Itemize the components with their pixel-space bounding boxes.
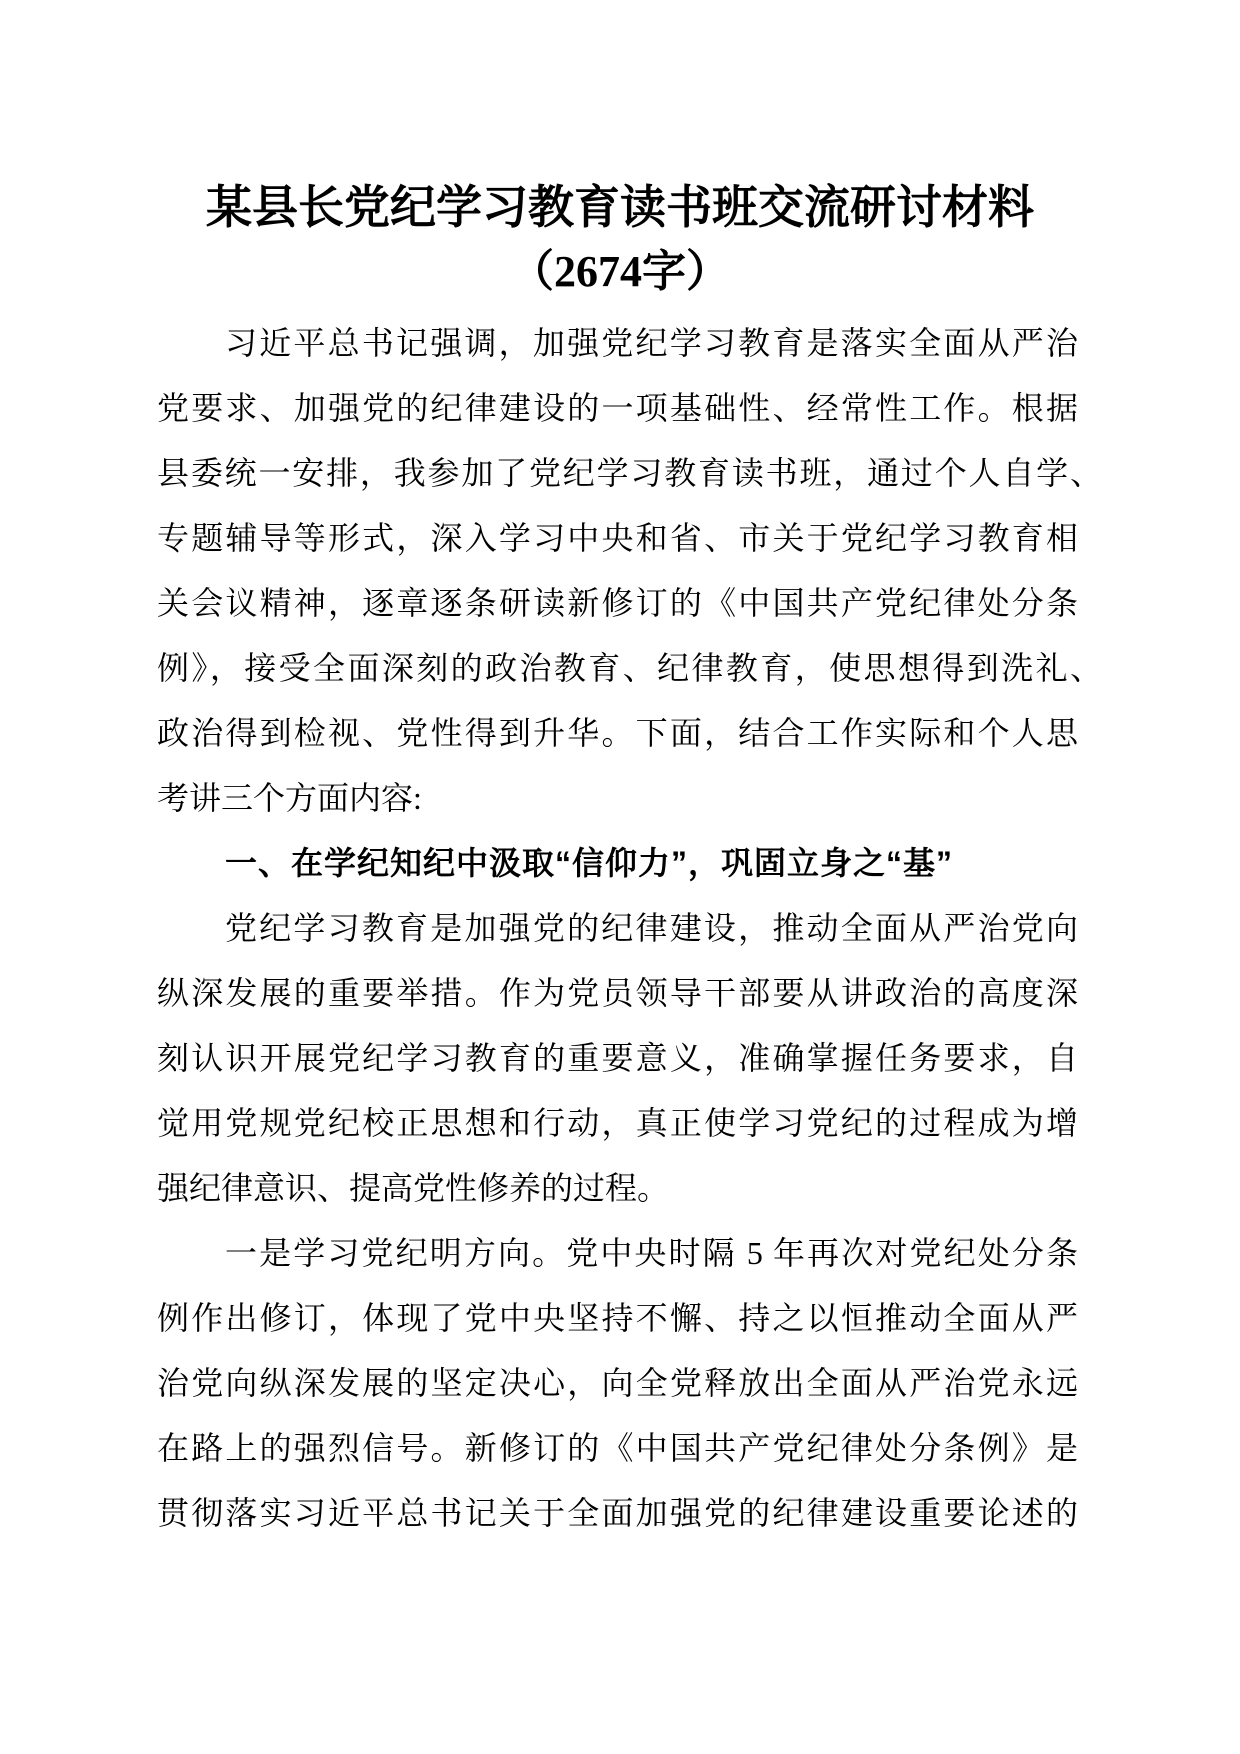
document-word-count: （2674字） — [510, 247, 730, 296]
text-line: 强纪律意识、提高党性修养的过程。 — [157, 1170, 670, 1206]
text-line: 刻认识开展党纪学习教育的重要意义，准确掌握任务要求，自 — [157, 1040, 1078, 1076]
text-line: 纵深发展的重要举措。作为党员领导干部要从讲政治的高度深 — [157, 975, 1078, 1011]
text-line: 在路上的强烈信号。新修订的《中国共产党纪律处分条例》是 — [157, 1430, 1078, 1466]
document-body — [157, 311, 1102, 1546]
text-line: 治党向纵深发展的坚定决心，向全党释放出全面从严治党永远 — [157, 1365, 1078, 1401]
text-line: 一是学习党纪明方向。党中央时隔 5 年再次对党纪处分条 — [225, 1235, 1078, 1271]
text-line: 政治得到检视、党性得到升华。下面，结合工作实际和个人思 — [157, 715, 1078, 751]
paragraph-intro — [157, 311, 1102, 831]
text-line: 贯彻落实习近平总书记关于全面加强党的纪律建设重要论述的 — [157, 1495, 1078, 1531]
text-line: 例作出修订，体现了党中央坚持不懈、持之以恒推动全面从严 — [157, 1300, 1078, 1336]
document-title: 某县长党纪学习教育读书班交流研讨材料 — [206, 182, 1034, 233]
text-line: 党要求、加强党的纪律建设的一项基础性、经常性工作。根据 — [157, 390, 1078, 426]
paragraph-section-intro — [157, 896, 1078, 1221]
text-line: 党纪学习教育是加强党的纪律建设，推动全面从严治党向 — [225, 910, 1078, 946]
text-line: 考讲三个方面内容: — [157, 780, 422, 816]
text-line: 县委统一安排，我参加了党纪学习教育读书班，通过个人自学、 — [157, 455, 1102, 491]
text-line: 专题辅导等形式，深入学习中央和省、市关于党纪学习教育相 — [157, 520, 1078, 556]
section-heading: 一、在学纪知纪中汲取“信仰力”，巩固立身之“基” — [225, 845, 954, 881]
text-line: 觉用党规党纪校正思想和行动，真正使学习党纪的过程成为增 — [157, 1105, 1078, 1141]
text-line: 习近平总书记强调，加强党纪学习教育是落实全面从严治 — [225, 325, 1078, 361]
title-block — [0, 176, 1240, 304]
text-line: 关会议精神，逐章逐条研读新修订的《中国共产党纪律处分条 — [157, 585, 1078, 621]
text-line: 例》，接受全面深刻的政治教育、纪律教育，使思想得到洗礼、 — [157, 650, 1102, 686]
paragraph-point-one — [157, 1221, 1078, 1546]
